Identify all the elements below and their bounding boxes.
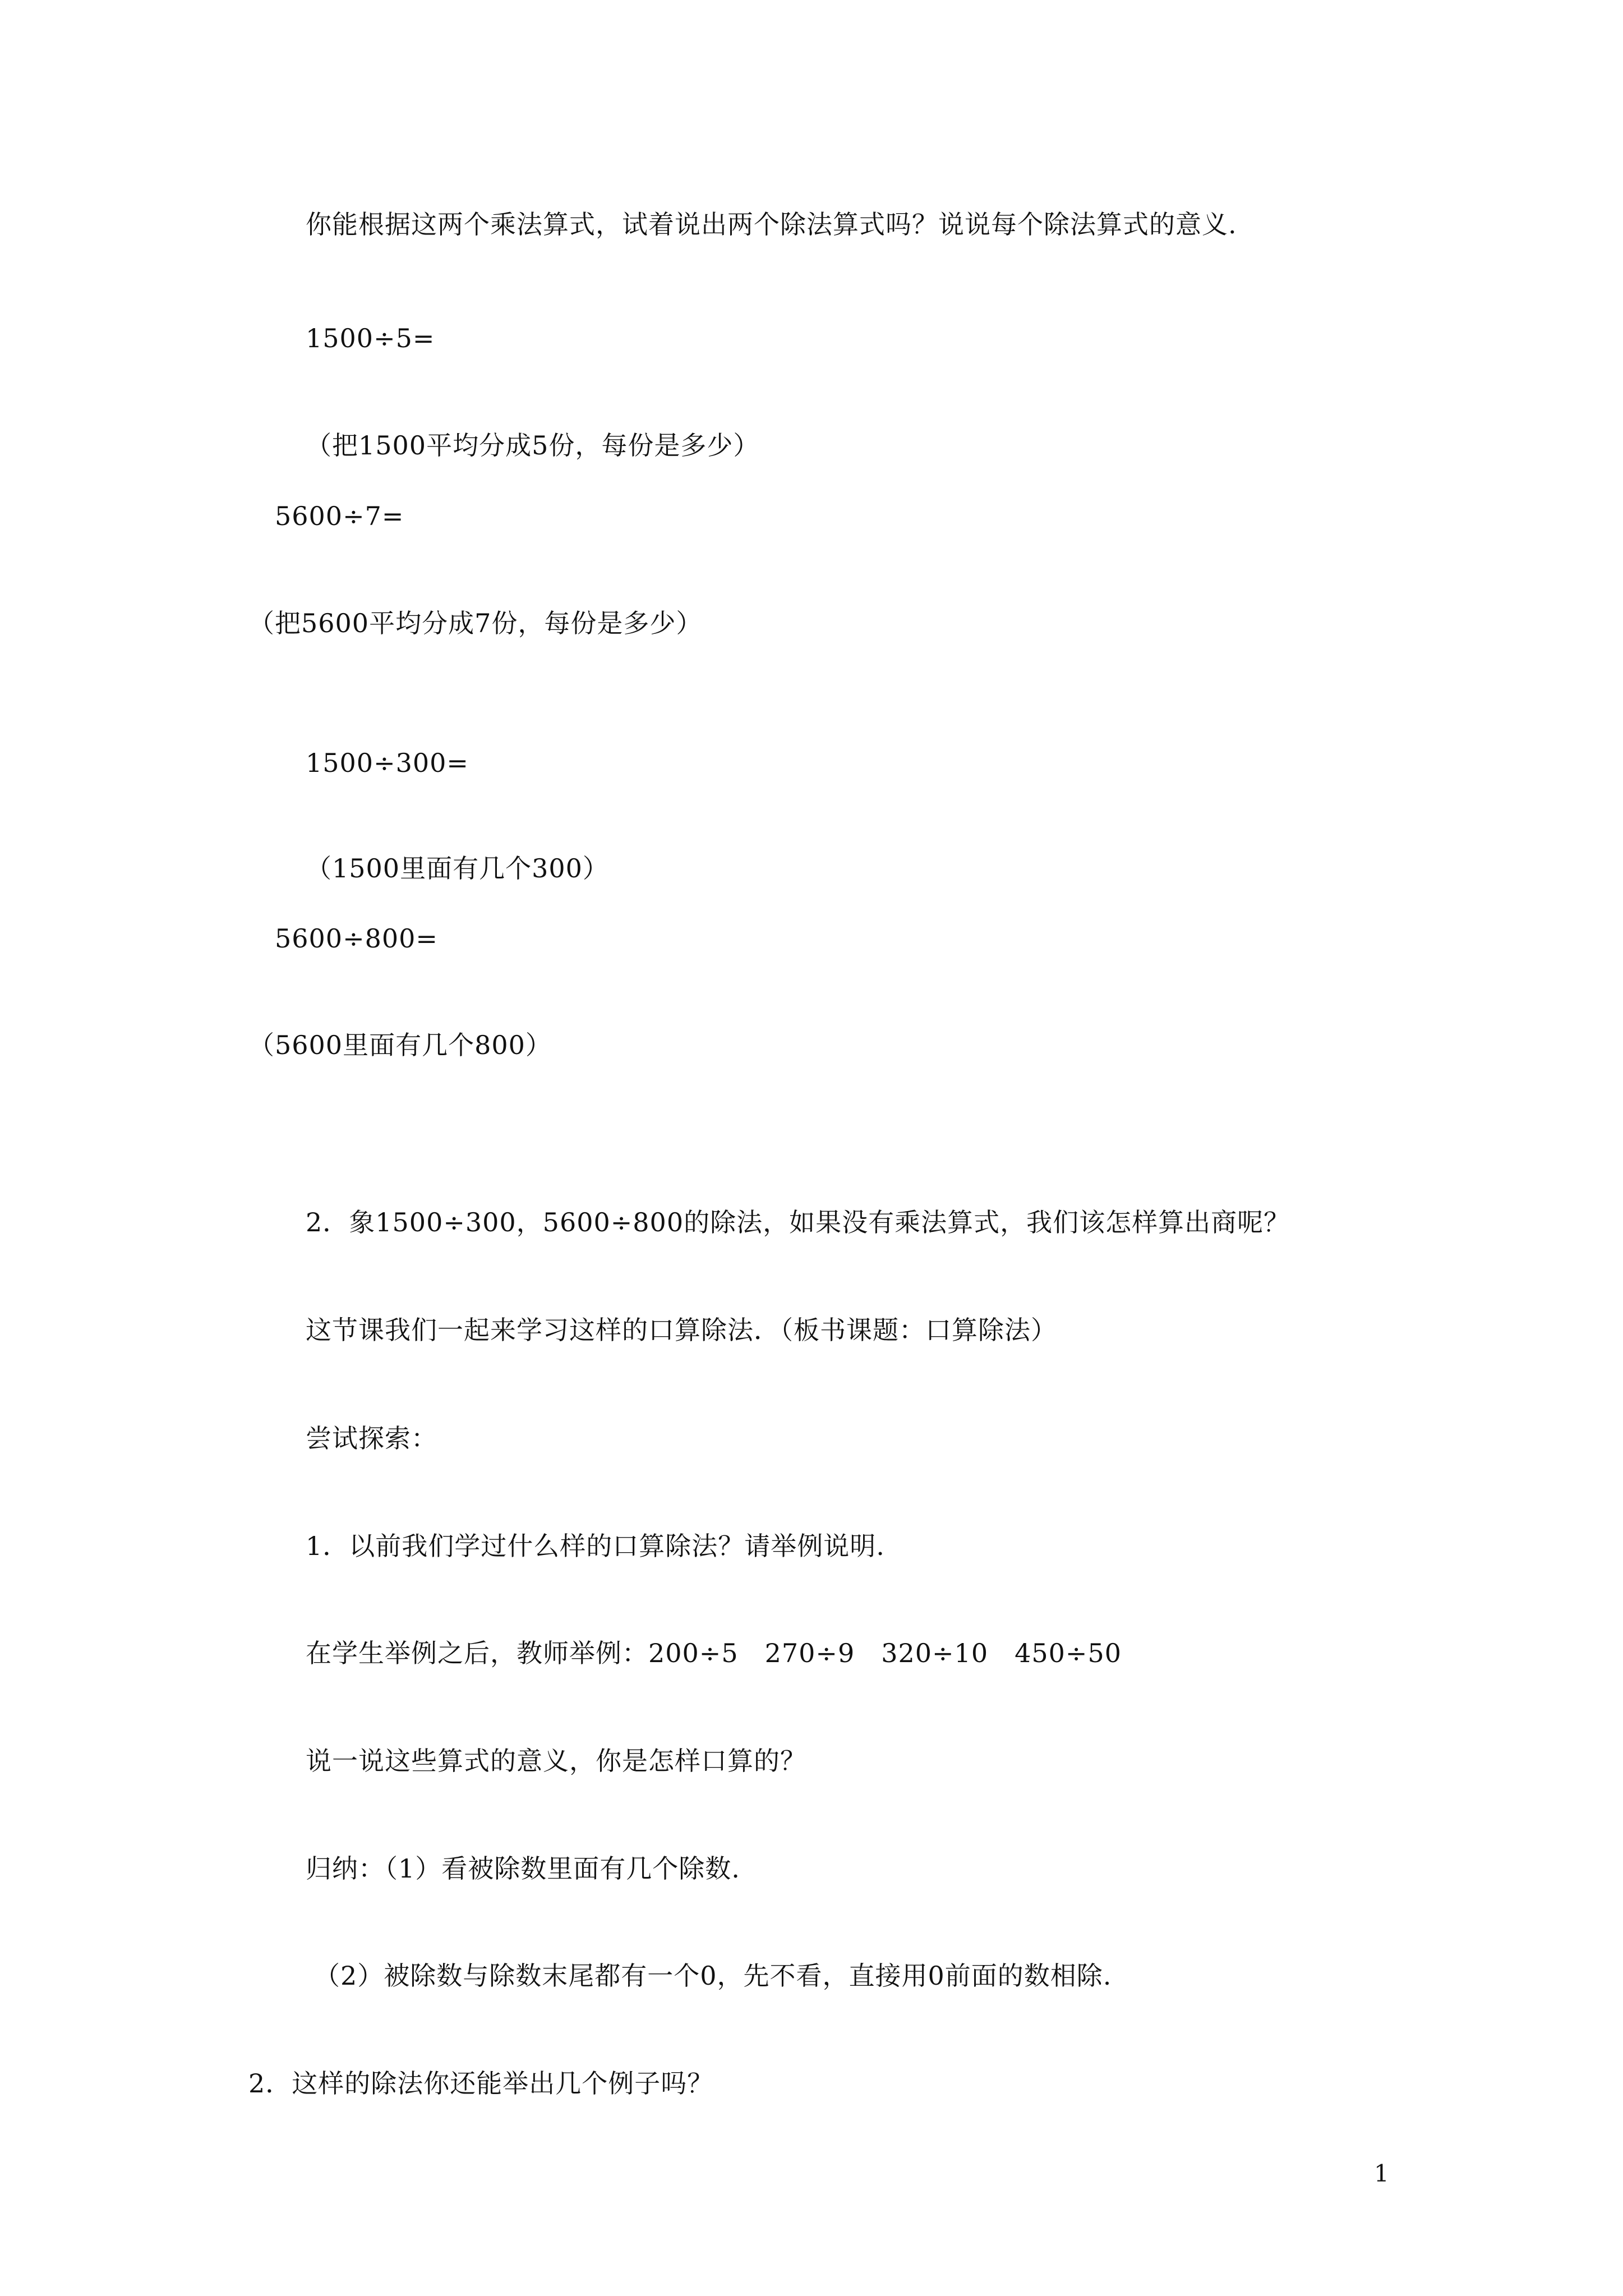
text-line: 归纳：（1）看被除数里面有几个除数. [306,1853,740,1884]
text-line: 1500÷300= [306,748,469,778]
text-line: 1500÷5= [306,323,435,353]
page-number: 1 [1374,2160,1389,2187]
text-line: 2．象1500÷300，5600÷800的除法，如果没有乘法算式，我们该怎样算出商呢？ [306,1207,1290,1237]
text-line: 在学生举例之后，教师举例：200÷5 270÷9 320÷10 450÷50 [306,1638,1122,1668]
text-line: 这节课我们一起来学习这样的口算除法．（板书课题：口算除法） [306,1315,1057,1345]
text-line: （5600里面有几个800） [248,1030,552,1060]
text-line: （1500里面有几个300） [306,853,609,884]
text-line: 5600÷800= [275,923,438,954]
text-line: （把5600平均分成7份，每份是多少） [248,608,703,638]
text-line: 5600÷7= [275,501,404,531]
text-line: 你能根据这两个乘法算式，试着说出两个除法算式吗？说说每个除法算式的意义. [306,209,1237,240]
text-line: 1．以前我们学过什么样的口算除法？请举例说明. [306,1531,885,1561]
text-line: 尝试探索： [306,1423,437,1453]
text-line: （把1500平均分成5份，每份是多少） [306,430,760,461]
text-line: （2）被除数与除数末尾都有一个0，先不看，直接用0前面的数相除. [314,1961,1112,1991]
text-line: 说一说这些算式的意义，你是怎样口算的？ [306,1746,806,1776]
text-line: 2．这样的除法你还能举出几个例子吗？ [248,2068,714,2099]
